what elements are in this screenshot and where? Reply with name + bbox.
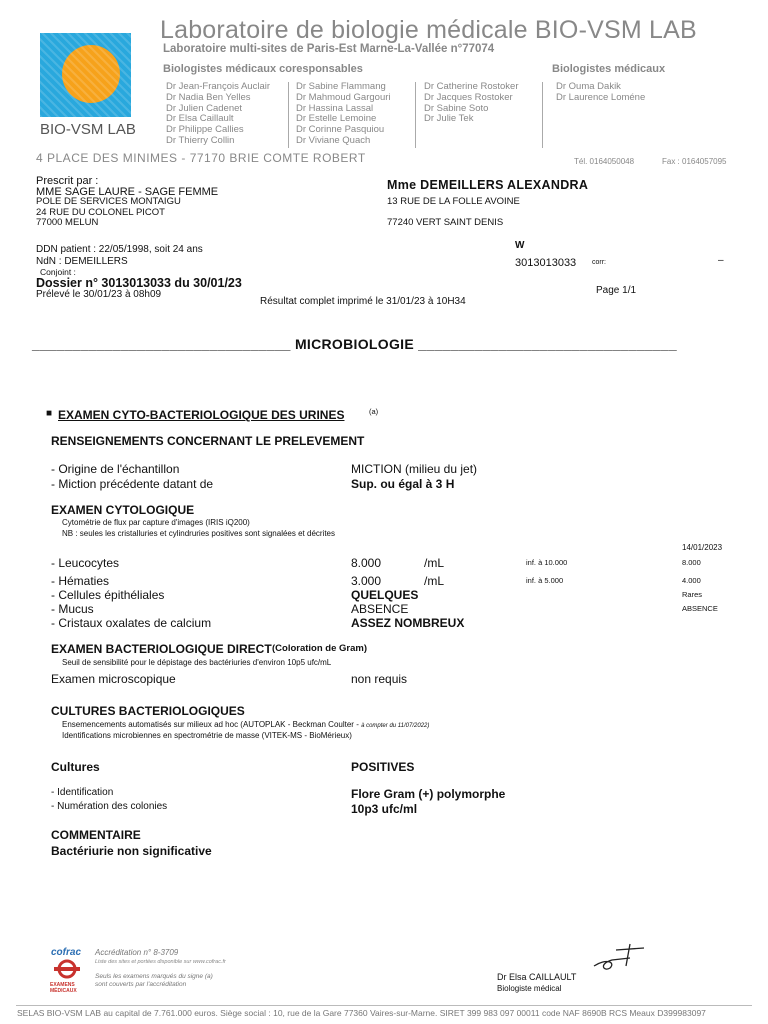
cytologie-note: NB : seules les cristalluries et cylindruries positives sont signalées et décrites bbox=[62, 529, 336, 538]
patient-ddn: DDN patient : 22/05/1998, soit 24 ans bbox=[36, 244, 203, 255]
prescriber-line: 24 RUE DU COLONEL PICOT bbox=[36, 206, 165, 218]
page-number: Page 1/1 bbox=[596, 285, 637, 296]
section-microbiologie: ________________________________ MICROBIOLOGIE ________________________________ bbox=[32, 336, 677, 352]
cytologie-title: EXAMEN CYTOLOGIQUE bbox=[51, 503, 195, 517]
prescriber-line: 77000 MELUN bbox=[36, 217, 99, 228]
divider bbox=[415, 82, 416, 148]
result-label: - Cellules épithéliales bbox=[51, 588, 165, 602]
comment-value: Bactériurie non significative bbox=[51, 844, 212, 858]
lab-fax: Fax : 0164057095 bbox=[662, 157, 727, 166]
cultures-note: Ensemencements automatisés sur milieux ad hoc (AUTOPLAK - Beckman Coulter - à compter du 11/07/2022) bbox=[62, 720, 430, 729]
cultures-note: Identifications microbiennes en spectrométrie de masse (VITEK-MS - BioMérieux) bbox=[62, 731, 352, 740]
accred-number: Accréditation n° 8-3709 bbox=[95, 948, 179, 957]
logo-label: BIO-VSM LAB bbox=[40, 121, 136, 138]
corr-dash: – bbox=[718, 255, 724, 266]
ident-value: Flore Gram (+) polymorphe bbox=[351, 787, 506, 801]
result-prev: ABSENCE bbox=[682, 604, 718, 613]
direct-note: (Coloration de Gram) bbox=[272, 643, 368, 654]
divider bbox=[542, 82, 543, 148]
doctors-col-1: Dr Jean-François Auclair Dr Nadia Ben Yelles Dr Julien Cadenet Dr Elsa Caillault Dr Philippe Callies Dr Thierry Collin bbox=[166, 81, 271, 146]
result-prev: 8.000 bbox=[682, 558, 701, 567]
result-value: QUELQUES bbox=[351, 588, 419, 602]
patient-name: Mme DEMEILLERS ALEXANDRA bbox=[387, 178, 589, 192]
patient-w: W bbox=[515, 240, 525, 251]
exam-title: EXAMEN CYTO-BACTERIOLOGIQUE DES URINES bbox=[58, 408, 345, 422]
origine-label: - Origine de l'échantillon bbox=[51, 462, 180, 476]
prescriber-block bbox=[36, 176, 218, 229]
exam-accred-note: (a) bbox=[369, 407, 379, 416]
accred-note: Seuls les examens marqués du signe (a) bbox=[95, 973, 213, 980]
cytologie-note: Cytométrie de flux par capture d'images (IRIS iQ200) bbox=[62, 518, 250, 527]
cultures-value: POSITIVES bbox=[351, 760, 415, 774]
result-ref: inf. à 10.000 bbox=[526, 558, 568, 567]
patient-ndn: NdN : DEMEILLERS bbox=[36, 256, 128, 267]
legal-notice: SELAS BIO-VSM LAB au capital de 7.761.000 euros. Siège social : 10, rue de la Gare 77360 Vaires-sur-Marne. SIRET 399 983 097 00011 code NAF 8690B RCS Meaux D399983097 bbox=[17, 1008, 706, 1018]
doctors-col-4: Dr Ouma Dakik Dr Laurence Loméne bbox=[556, 81, 646, 103]
biologistes-title: Biologistes médicaux bbox=[552, 63, 666, 75]
origine-value: MICTION (milieu du jet) bbox=[351, 462, 478, 476]
accred-note: sont couverts par l'accréditation bbox=[95, 981, 187, 988]
micro-value: non requis bbox=[351, 672, 408, 686]
result-label: - Leucocytes bbox=[51, 556, 120, 570]
prescriber-name: MME SAGE LAURE - SAGE FEMME bbox=[36, 185, 219, 198]
lab-logo bbox=[40, 33, 131, 117]
accred-sub: Liste des sites et portées disponible sur www.cofrac.fr bbox=[95, 959, 226, 965]
direct-title: EXAMEN BACTERIOLOGIQUE DIRECT bbox=[51, 642, 272, 656]
result-prev: 4.000 bbox=[682, 576, 701, 585]
doctors-col-2: Dr Sabine Flammang Dr Mahmoud Gargouri Dr Hassina Lassal Dr Estelle Lemoine Dr Corinne Pasquiou Dr Viviane Quach bbox=[296, 81, 391, 146]
result-value: 8.000 bbox=[351, 556, 382, 570]
result-label: - Cristaux oxalates de calcium bbox=[51, 616, 212, 630]
dossier-preleve: Prélevé le 30/01/23 à 08h09 bbox=[36, 289, 162, 300]
previous-date: 14/01/2023 bbox=[682, 543, 723, 552]
ident-label: - Identification bbox=[51, 787, 114, 798]
cofrac-mark-icon bbox=[52, 958, 82, 980]
prescriber-label: Prescrit par : bbox=[36, 175, 99, 187]
cofrac-logo: cofrac bbox=[51, 947, 82, 958]
patient-conjoint: Conjoint : bbox=[40, 267, 76, 277]
prescriber-line: POLE DE SERVICES MONTAIGU bbox=[36, 196, 181, 207]
result-value: ABSENCE bbox=[351, 602, 409, 616]
result-value: ASSEZ NOMBREUX bbox=[351, 616, 465, 630]
dossier-printed: Résultat complet imprimé le 31/01/23 à 10H34 bbox=[260, 296, 466, 307]
signer-name: Dr Elsa CAILLAULT bbox=[497, 972, 577, 982]
patient-city: 77240 VERT SAINT DENIS bbox=[387, 217, 504, 228]
patient-id: 3013013033 bbox=[515, 257, 577, 269]
lab-subtitle: Laboratoire multi-sites de Paris-Est Marne-La-Vallée n°77074 bbox=[163, 43, 495, 55]
numer-label: - Numération des colonies bbox=[51, 801, 168, 812]
micro-label: Examen microscopique bbox=[51, 672, 176, 686]
signer-title: Biologiste médical bbox=[497, 984, 562, 993]
result-ref: inf. à 5.000 bbox=[526, 576, 564, 585]
result-value: 3.000 bbox=[351, 574, 382, 588]
doctors-col-3: Dr Catherine Rostoker Dr Jacques Rostoker Dr Sabine Soto Dr Julie Tek bbox=[424, 81, 519, 125]
lab-tel: Tél. 0164050048 bbox=[574, 157, 635, 166]
renseignements-title: RENSEIGNEMENTS CONCERNANT LE PRELEVEMENT bbox=[51, 434, 365, 448]
lab-title: Laboratoire de biologie médicale BIO-VSM LAB bbox=[160, 16, 697, 44]
comment-title: COMMENTAIRE bbox=[51, 828, 141, 842]
cultures-title: CULTURES BACTERIOLOGIQUES bbox=[51, 704, 245, 718]
direct-sub: Seuil de sensibilité pour le dépistage des bactériuries d'environ 10p5 ufc/mL bbox=[62, 658, 332, 667]
result-unit: /mL bbox=[424, 556, 445, 570]
patient-street: 13 RUE DE LA FOLLE AVOINE bbox=[387, 196, 520, 207]
footer-divider bbox=[16, 1005, 752, 1006]
bullet-icon: ■ bbox=[46, 408, 53, 419]
result-label: - Mucus bbox=[51, 602, 94, 616]
result-label: - Hématies bbox=[51, 574, 110, 588]
cultures-label: Cultures bbox=[51, 760, 100, 774]
miction-label: - Miction précédente datant de bbox=[51, 477, 214, 491]
result-prev: Rares bbox=[682, 590, 703, 599]
miction-value: Sup. ou égal à 3 H bbox=[351, 477, 455, 491]
numer-value: 10p3 ufc/ml bbox=[351, 802, 418, 816]
coresponsables-title: Biologistes médicaux coresponsables bbox=[163, 63, 363, 75]
lab-address: 4 PLACE DES MINIMES - 77170 BRIE COMTE ROBERT bbox=[36, 151, 366, 165]
signature bbox=[586, 936, 648, 974]
divider bbox=[288, 82, 289, 148]
corr-label: corr: bbox=[592, 259, 606, 266]
dossier-number: Dossier n° 3013013033 du 30/01/23 bbox=[36, 276, 242, 290]
cofrac-sub: EXAMENS MÉDICAUX bbox=[50, 982, 77, 994]
result-unit: /mL bbox=[424, 574, 445, 588]
